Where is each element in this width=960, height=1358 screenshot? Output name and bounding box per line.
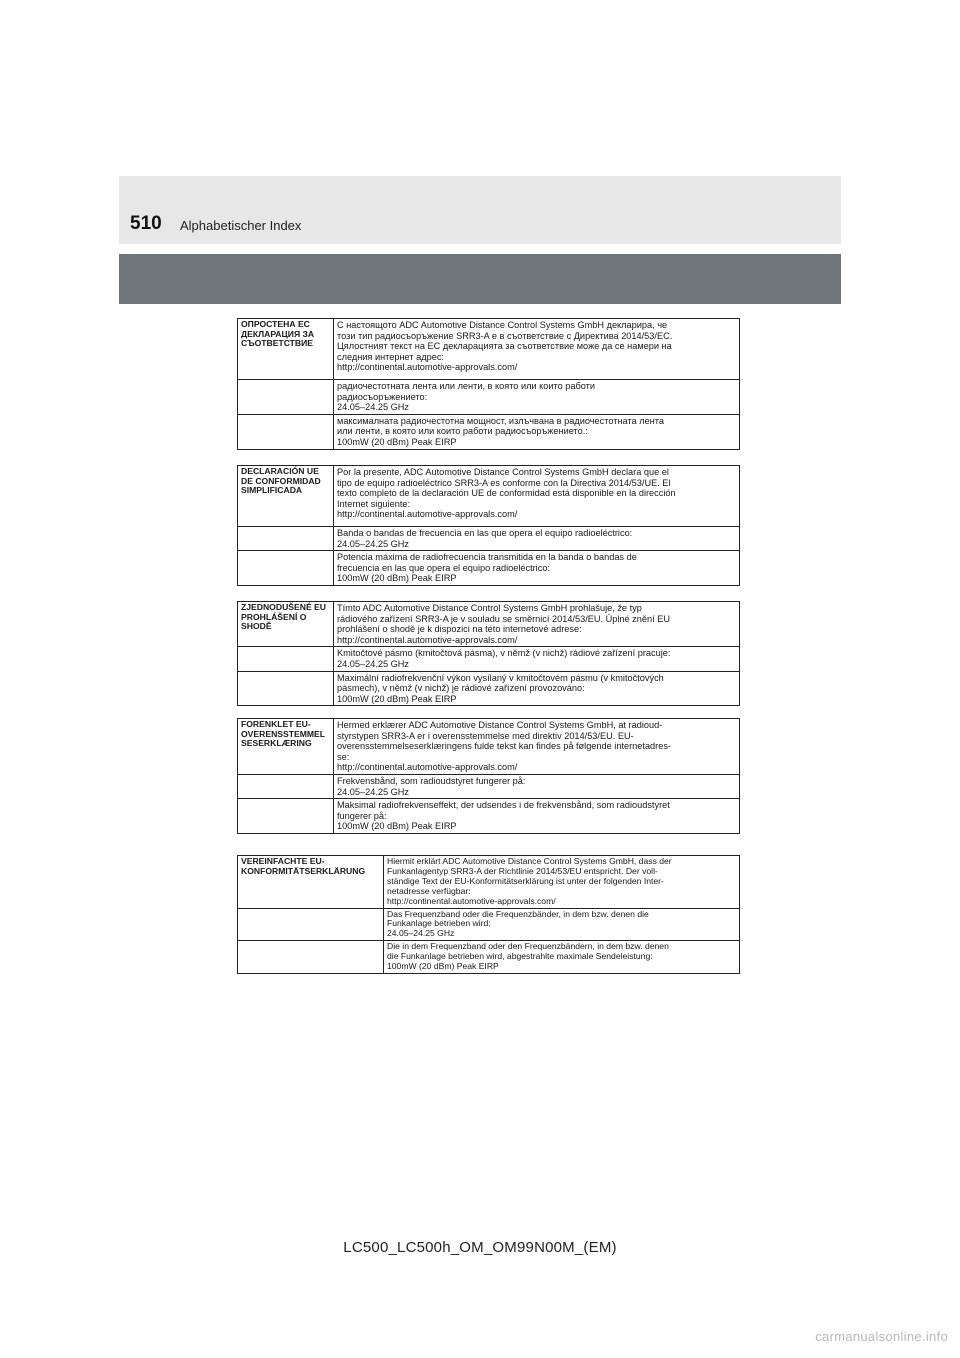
watermark: carmanualsonline.info bbox=[815, 1329, 948, 1344]
max-power-text: Potencia máxima de radiofrecuencia transmitida en la banda o bandas de frecuencia en las que opera el equipo radioeléctrico: 100mW (20 dBm) Peak EIRP bbox=[334, 551, 740, 586]
frequency-band-text: Das Frequenzband oder die Frequenzbänder, in dem bzw. denen die Funkanlage betrieben wird: 24.05–24.25 GHz bbox=[384, 908, 740, 941]
header-band bbox=[119, 176, 841, 244]
max-power-text: Maksimal radiofrekvenseffekt, der udsendes i de frekvensbånd, som radioudstyret fungerer på: 100mW (20 dBm) Peak EIRP bbox=[334, 799, 740, 834]
table-row bbox=[238, 380, 740, 415]
table-row bbox=[238, 527, 740, 551]
frequency-band-text: Frekvensbånd, som radioudstyret fungerer på: 24.05–24.25 GHz bbox=[334, 774, 740, 798]
table-row bbox=[238, 671, 740, 706]
declaration-table-da bbox=[237, 718, 740, 834]
empty-cell bbox=[238, 414, 334, 449]
declaration-label: ZJEDNODUŠENÉ EU PROHLÁŠENÍ O SHODĚ bbox=[238, 602, 334, 647]
empty-cell bbox=[238, 647, 334, 671]
table-row bbox=[238, 908, 740, 941]
empty-cell bbox=[238, 380, 334, 415]
declaration-label: ОПРОСТЕНА ЕС ДЕКЛАРАЦИЯ ЗА СЪОТВЕТСТВИЕ bbox=[238, 319, 334, 380]
max-power-text: Maximální radiofrekvenční výkon vysílaný v kmitočtovém pásmu (v kmitočtových pásmech), v němž (v nichž) je rádiové zařízení provozováno: 100mW (20 dBm) Peak EIRP bbox=[334, 671, 740, 706]
declaration-table-bg bbox=[237, 318, 740, 450]
declaration-table-es bbox=[237, 465, 740, 586]
table-row bbox=[238, 551, 740, 586]
declaration-text: Hiermit erklärt ADC Automotive Distance Control Systems GmbH, dass der Funkanlagentyp SRR3-A der Richtlinie 2014/53/EU entspricht. Der voll- ständige Text der EU-Konformitätserklärung ist unter der folgenden Inter- netadresse verfügbar: http://continental.automotive-approvals.com/ bbox=[384, 856, 740, 909]
frequency-band-text: Banda o bandas de frecuencia en las que opera el equipo radioeléctrico: 24.05–24.25 GHz bbox=[334, 527, 740, 551]
empty-cell bbox=[238, 551, 334, 586]
table-row bbox=[238, 799, 740, 834]
frequency-band-text: Kmitočtové pásmo (kmitočtová pásma), v němž (v nichž) rádiové zařízení pracuje: 24.05–24.25 GHz bbox=[334, 647, 740, 671]
empty-cell bbox=[238, 908, 384, 941]
table-row bbox=[238, 602, 740, 647]
empty-cell bbox=[238, 774, 334, 798]
table-row bbox=[238, 941, 740, 974]
table-row bbox=[238, 856, 740, 909]
section-band bbox=[119, 254, 841, 304]
table-row bbox=[238, 414, 740, 449]
section-title: Alphabetischer Index bbox=[180, 218, 302, 233]
empty-cell bbox=[238, 799, 334, 834]
declaration-label: DECLARACIÓN UE DE CONFORMIDAD SIMPLIFICADA bbox=[238, 466, 334, 527]
declaration-table-cs bbox=[237, 601, 740, 706]
empty-cell bbox=[238, 941, 384, 974]
empty-cell bbox=[238, 671, 334, 706]
max-power-text: Die in dem Frequenzband oder den Frequenzbändern, in dem bzw. denen die Funkanlage betrieben wird, abgestrahlte maximale Sendeleistung: 100mW (20 dBm) Peak EIRP bbox=[384, 941, 740, 974]
document-code: LC500_LC500h_OM_OM99N00M_(EM) bbox=[343, 1239, 617, 1256]
declaration-label: FORENKLET EU-OVERENSSTEMMELSESERKLÆRING bbox=[238, 719, 334, 775]
declaration-text: Por la presente, ADC Automotive Distance Control Systems GmbH declara que el tipo de equipo radioeléctrico SRR3-A es conforme con la Directiva 2014/53/UE. El texto completo de la declaración UE de conformidad está disponible en la dirección Internet siguiente: http://continental.automotive-approvals.com/ bbox=[334, 466, 740, 527]
declaration-label: VEREINFACHTE EU-KONFORMITÄTSERKLÄRUNG bbox=[238, 856, 384, 909]
frequency-band-text: радиочестотната лента или ленти, в която или които работи радиосъоръжението: 24.05–24.25 GHz bbox=[334, 380, 740, 415]
page-number: 510 bbox=[130, 213, 162, 234]
declaration-text: С настоящото ADC Automotive Distance Control Systems GmbH декларира, че този тип радиосъоръжение SRR3-A е в съответствие с Директива 2014/53/ЕС. Цялостният текст на ЕС декларацията за съответствие може да се намери на следния интернет адрес: http://continental.automotive-approvals.com/ bbox=[334, 319, 740, 380]
declaration-text: Tímto ADC Automotive Distance Control Systems GmbH prohlašuje, že typ rádiového zařízení SRR3-A je v souladu se směrnicí 2014/53/EU. Úplné znění EU prohlášení o shodě je k dispozici na této internetové adrese: http://continental.automotive-approvals.com/ bbox=[334, 602, 740, 647]
table-row bbox=[238, 719, 740, 775]
table-row bbox=[238, 774, 740, 798]
empty-cell bbox=[238, 527, 334, 551]
max-power-text: максималната радиочестотна мощност, излъчвана в радиочестотната лента или ленти, в която или които работи радиосъоръжението.: 100mW (20 dBm) Peak EIRP bbox=[334, 414, 740, 449]
table-row bbox=[238, 466, 740, 527]
table-row bbox=[238, 319, 740, 380]
declaration-text: Hermed erklærer ADC Automotive Distance Control Systems GmbH, at radioud- styrstypen SRR3-A er i overensstemmelse med direktiv 2014/53/EU. EU- overensstemmelseserklæringens fulde tekst kan findes på følgende internetadres- se: http://continental.automotive-approvals.com/ bbox=[334, 719, 740, 775]
table-row bbox=[238, 647, 740, 671]
declaration-table-de bbox=[237, 855, 740, 974]
